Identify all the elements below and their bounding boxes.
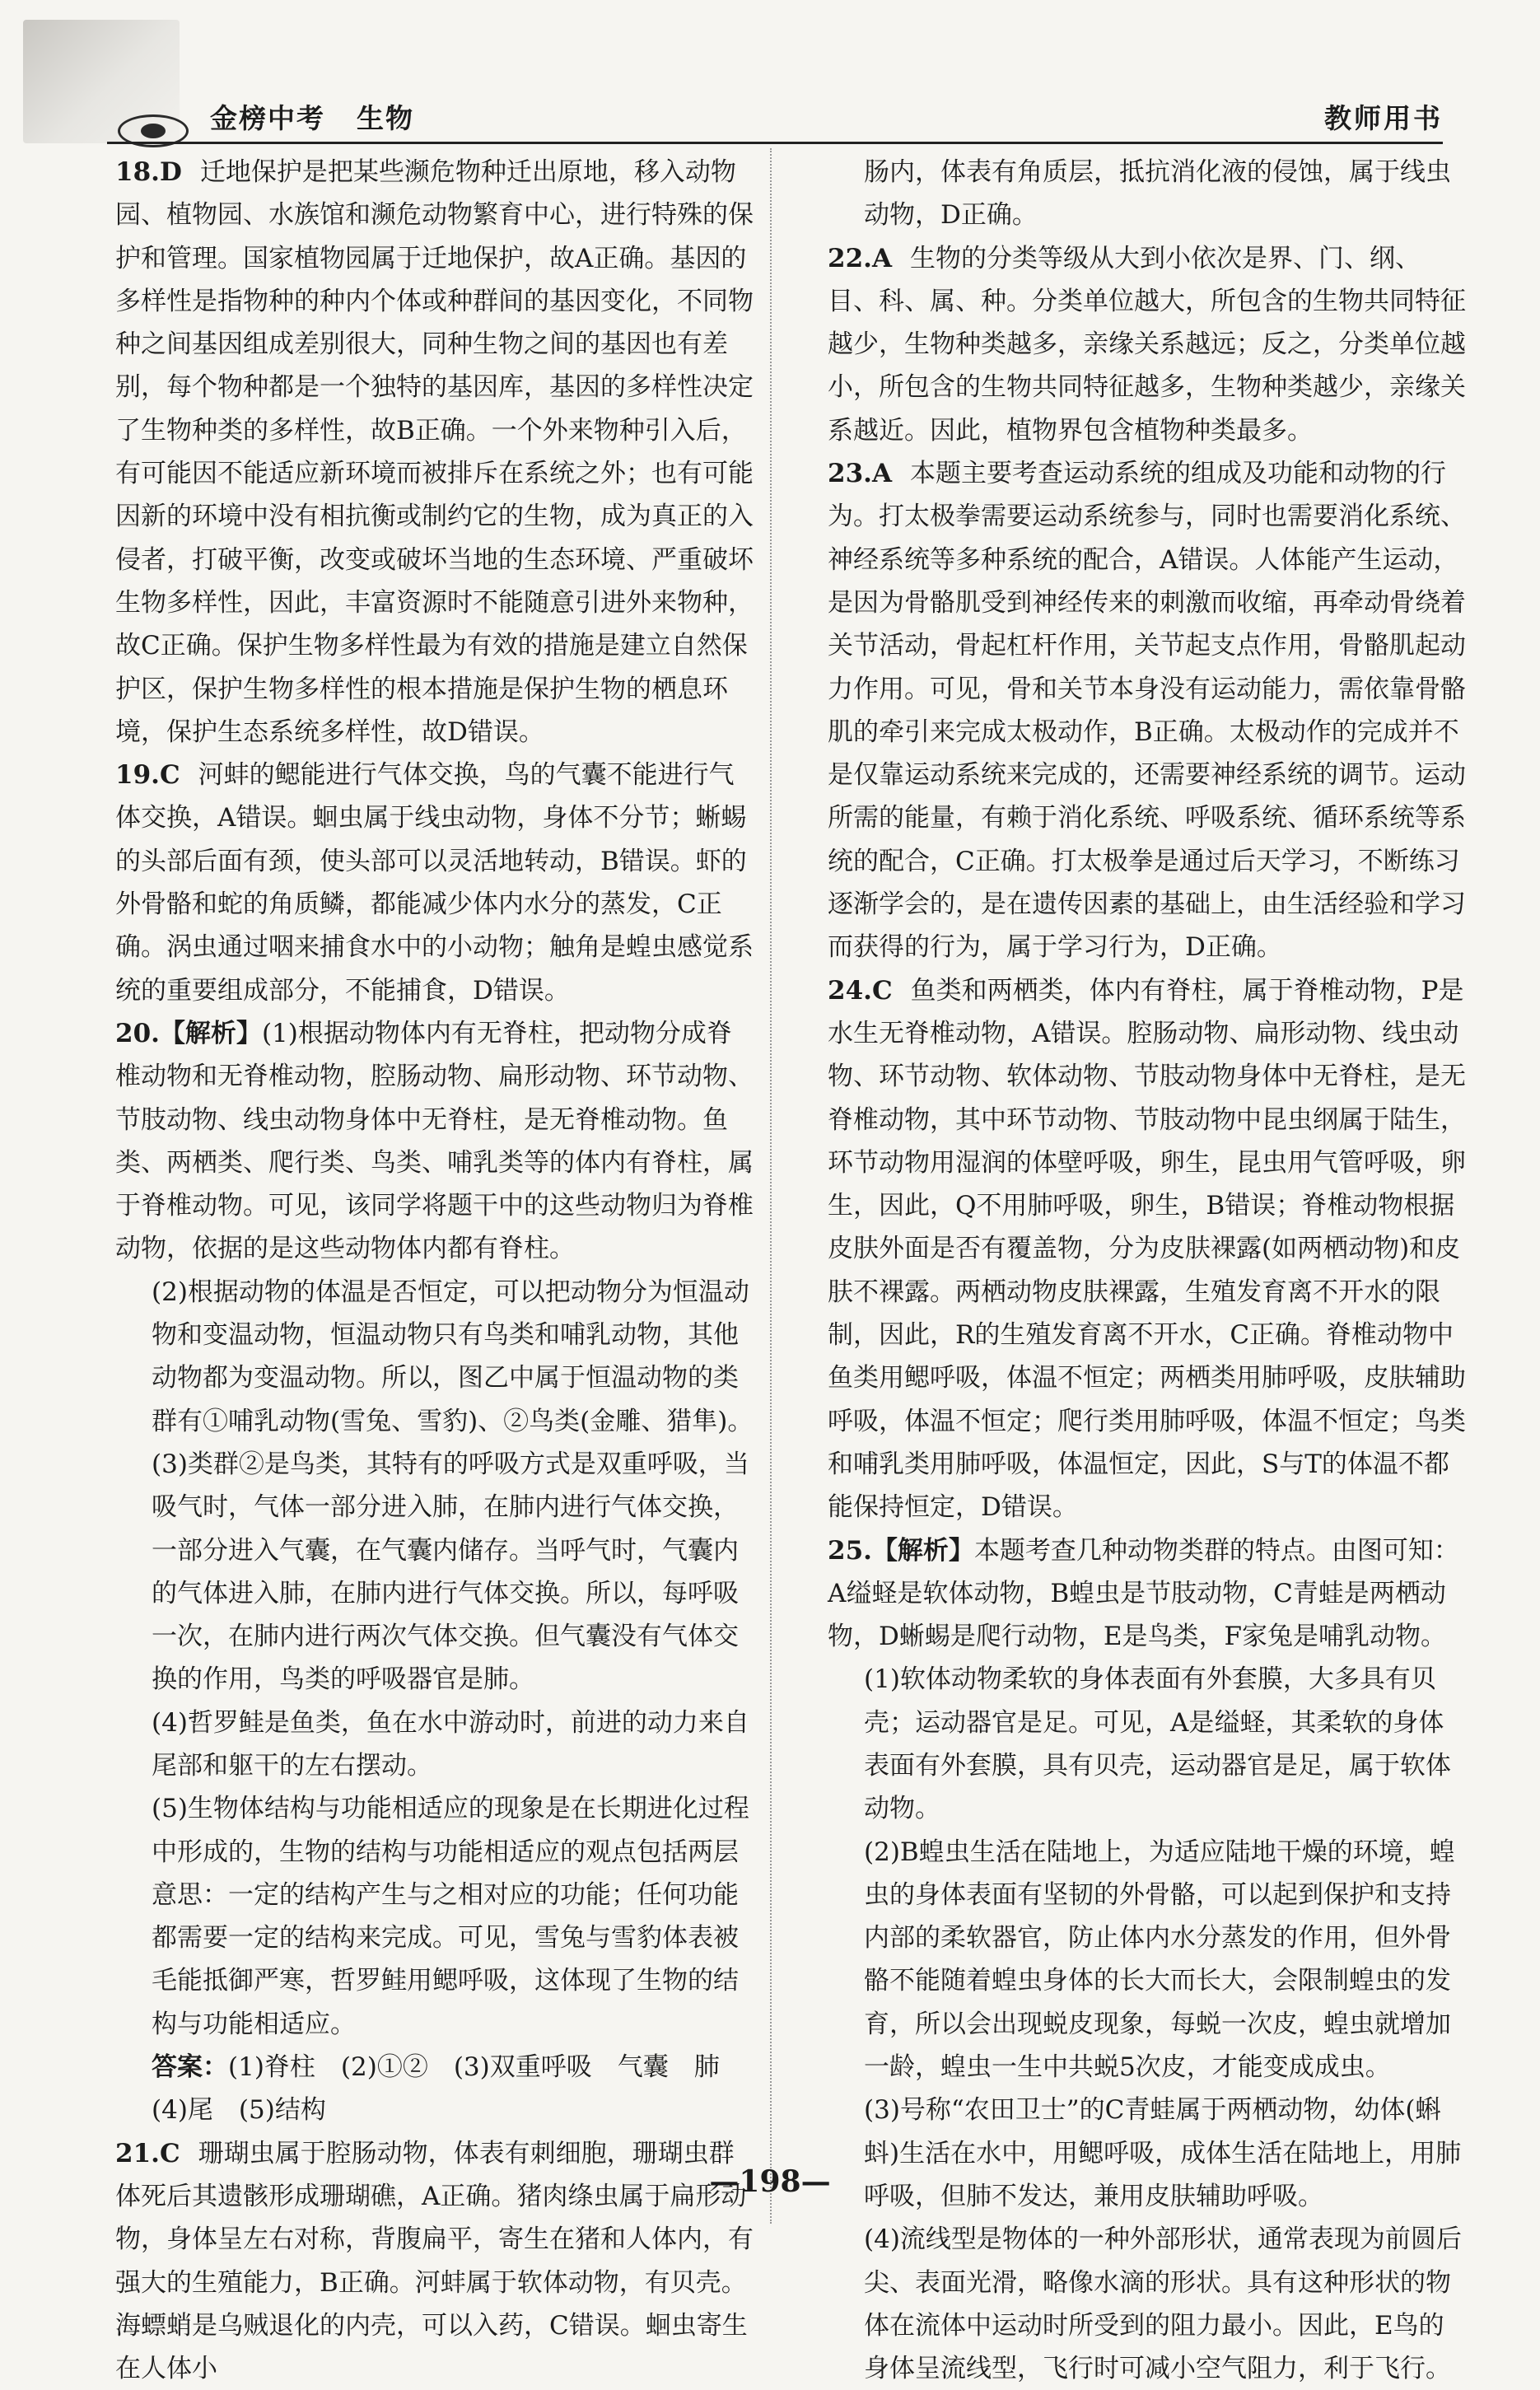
question-21-continued: 肠内，体表有角质层，抵抗消化液的侵蚀，属于线虫动物，D正确。: [828, 151, 1466, 237]
answer-line: (4)尾 (5)结构: [115, 2089, 756, 2131]
answer-line: 答案：(1)脊柱 (2)①② (3)双重呼吸 气囊 肺: [115, 2046, 756, 2089]
question-24: 24.C 鱼类和两栖类，体内有脊柱，属于脊椎动物，P是水生无脊椎动物，A错误。腔肠动物、扁形动物、线虫动物、环节动物、软体动物、节肢动物身体中无脊柱，是无脊椎动物，其中环节动物、节肢动物中昆虫纲属于陆生，环节动物用湿润的体壁呼吸，卵生，昆虫用气管呼吸，卵生，因此，Q不用肺呼吸，卵生，B错误；脊椎动物根据皮肤外面是否有覆盖物，分为皮肤裸露(如两栖动物)和皮肤不裸露。两栖动物皮肤裸露，生殖发育离不开水的限制，因此，R的生殖发育离不开水，C正确。脊椎动物中鱼类用鳃呼吸，体温不恒定；两栖类用肺呼吸，皮肤辅助呼吸，体温不恒定；爬行类用肺呼吸，体温不恒定；鸟类和哺乳类用肺呼吸，体温恒定，因此，S与T的体温不都能保持恒定，D错误。: [828, 969, 1466, 1529]
page-number: —198—: [0, 2164, 1540, 2199]
column-divider: [770, 148, 772, 2224]
publisher-logo: [23, 20, 180, 143]
question-20: 20.【解析】(1)根据动物体内有无脊柱，把动物分成脊椎动物和无脊椎动物，腔肠动物、扁形动物、环节动物、节肢动物、线虫动物身体中无脊柱，是无脊椎动物。鱼类、两栖类、爬行类、鸟类、哺乳类等的体内有脊柱，属于脊椎动物。可见，该同学将题干中的这些动物归为脊椎动物，依据的是这些动物体内都有脊柱。 (2)根据动物的体温是否恒定，可以把动物分为恒温动物和变温动物，恒温动物只有鸟类和哺乳动物，其他动物都为变温动物。所以，图乙中属于恒温动物的类群有①哺乳动物(雪兔、雪豹)、②鸟类(金雕、猎隼)。 (3)类群②是鸟类，其特有的呼吸方式是双重呼吸，当吸气时，气体一部分进入肺，在肺内进行气体交换，一部分进入气囊，在气囊内储存。当呼气时，气囊内的气体进入肺，在肺内进行气体交换。所以，每呼吸一次，在肺内进行两次气体交换。但气囊没有气体交换的作用，鸟类的呼吸器官是肺。 (4)哲罗鲑是鱼类，鱼在水中游动时，前进的动力来自尾部和躯干的左右摆动。 (5)生物体结构与功能相适应的现象是在长期进化过程中形成的，生物的结构与功能相适应的观点包括两层意思：一定的结构产生与之相对应的功能；任何功能都需要一定的结构来完成。可见，雪兔与雪豹体表被毛能抵御严寒，哲罗鲑用鳃呼吸，这体现了生物的结构与功能相适应。 答案：(1)脊柱 (2)①② (3)双重呼吸 气囊 肺 (4)尾 (5)结构: [115, 1012, 756, 2132]
paragraph: (4)流线型是物体的一种外部形状，通常表现为前圆后尖、表面光滑，略像水滴的形状。具有这种形状的物体在流体中运动时所受到的阻力最小。因此，E鸟的身体呈流线型，飞行时可减小空气阻力，利于飞行。: [828, 2218, 1466, 2390]
header-rule: [107, 142, 1443, 144]
answer-letter: C: [160, 2139, 180, 2168]
explanation: 河蚌的鳃能进行气体交换，鸟的气囊不能进行气体交换，A错误。蛔虫属于线虫动物，身体不分节；蜥蜴的头部后面有颈，使头部可以灵活地转动，B错误。虾的外骨骼和蛇的角质鳞，都能减少体内水分的蒸发，C正确。涡虫通过咽来捕食水中的小动物；触角是蝗虫感觉系统的重要组成部分，不能捕食，D错误。: [115, 760, 754, 1005]
paragraph: (2)根据动物的体温是否恒定，可以把动物分为恒温动物和变温动物，恒温动物只有鸟类和哺乳动物，其他动物都为变温动物。所以，图乙中属于恒温动物的类群有①哺乳动物(雪兔、雪豹)、②鸟类(金雕、猎隼)。: [115, 1271, 756, 1443]
answer-letter: A: [872, 459, 892, 488]
explanation: 生物的分类等级从大到小依次是界、门、纲、目、科、属、种。分类单位越大，所包含的生物共同特征越少，生物种类越多，亲缘关系越远；反之，分类单位越小，所包含的生物共同特征越多，生物种类越少，亲缘关系越近。因此，植物界包含植物种类最多。: [828, 244, 1466, 446]
answer-letter: C: [872, 976, 893, 1006]
right-column: [828, 151, 1466, 2390]
question-23: 23.A 本题主要考查运动系统的组成及功能和动物的行为。打太极拳需要运动系统参与，同时也需要消化系统、神经系统等多种系统的配合，A错误。人体能产生运动，是因为骨骼肌受到神经传来的刺激而收缩，再牵动骨绕着关节活动，骨起杠杆作用，关节起支点作用，骨骼肌起动力作用。可见，骨和关节本身没有运动能力，需依靠骨骼肌的牵引来完成太极动作，B正确。太极动作的完成并不是仅靠运动系统来完成的，还需要神经系统的调节。运动所需的能量，有赖于消化系统、呼吸系统、循环系统等系统的配合，C正确。打太极拳是通过后天学习，不断练习逐渐学会的，是在遗传因素的基础上，由生活经验和学习而获得的行为，属于学习行为，D正确。: [828, 452, 1466, 969]
analysis-tag: 【解析】: [160, 1019, 262, 1048]
question-19: 19.C 河蚌的鳃能进行气体交换，鸟的气囊不能进行气体交换，A错误。蛔虫属于线虫动物，身体不分节；蜥蜴的头部后面有颈，使头部可以灵活地转动，B错误。虾的外骨骼和蛇的角质鳞，都能减少体内水分的蒸发，C正确。涡虫通过咽来捕食水中的小动物；触角是蝗虫感觉系统的重要组成部分，不能捕食，D错误。: [115, 754, 756, 1012]
explanation: 珊瑚虫属于腔肠动物，体表有刺细胞，珊瑚虫群体死后其遗骸形成珊瑚礁，A正确。猪肉绦虫属于扁形动物，身体呈左右对称，背腹扁平，寄生在猪和人体内，有强大的生殖能力，B正确。河蚌属于软体动物，有贝壳。海螵蛸是乌贼退化的内壳，可以入药，C错误。蛔虫寄生在人体小: [115, 2139, 754, 2383]
running-header: [210, 97, 414, 136]
explanation: 迁地保护是把某些濒危物种迁出原地，移入动物园、植物园、水族馆和濒危动物繁育中心，进行特殊的保护和管理。国家植物园属于迁地保护，故A正确。基因的多样性是指物种的种内个体或种群间的基因变化，不同物种之间基因组成差别很大，同种生物之间的基因也有差别，每个物种都是一个独特的基因库，基因的多样性决定了生物种类的多样性，故B正确。一个外来物种引入后，有可能因不能适应新环境而被排斥在系统之外；也有可能因新的环境中没有相抗衡或制约它的生物，成为真正的入侵者，打破平衡，改变或破坏当地的生态环境、严重破坏生物多样性，因此，丰富资源时不能随意引进外来物种，故C正确。保护生物多样性最为有效的措施是建立自然保护区，保护生物多样性的根本措施是保护生物的栖息环境，保护生态系统多样性，故D错误。: [115, 157, 754, 747]
question-18: 18.D 迁地保护是把某些濒危物种迁出原地，移入动物园、植物园、水族馆和濒危动物繁育中心，进行特殊的保护和管理。国家植物园属于迁地保护，故A正确。基因的多样性是指物种的种内个体或种群间的基因变化，不同物种之间基因组成差别很大，同种生物之间的基因也有差别，每个物种都是一个独特的基因库，基因的多样性决定了生物种类的多样性，故B正确。一个外来物种引入后，有可能因不能适应新环境而被排斥在系统之外；也有可能因新的环境中没有相抗衡或制约它的生物，成为真正的入侵者，打破平衡，改变或破坏当地的生态环境、严重破坏生物多样性，因此，丰富资源时不能随意引进外来物种，故C正确。保护生物多样性最为有效的措施是建立自然保护区，保护生物多样性的根本措施是保护生物的栖息环境，保护生态系统多样性，故D错误。: [115, 151, 756, 754]
paragraph: (5)生物体结构与功能相适应的现象是在长期进化过程中形成的，生物的结构与功能相适应的观点包括两层意思：一定的结构产生与之相对应的功能；任何功能都需要一定的结构来完成。可见，雪兔与雪豹体表被毛能抵御严寒，哲罗鲑用鳃呼吸，这体现了生物的结构与功能相适应。: [115, 1787, 756, 2046]
answer-letter: D: [160, 157, 182, 187]
paragraph: (1)根据动物体内有无脊柱，把动物分成脊椎动物和无脊椎动物，腔肠动物、扁形动物、环节动物、节肢动物、线虫动物身体中无脊柱，是无脊椎动物。鱼类、两栖类、爬行类、鸟类、哺乳类等的体内有脊柱，属于脊椎动物。可见，该同学将题干中的这些动物归为脊椎动物，依据的是这些动物体内都有脊柱。: [115, 1019, 754, 1263]
paragraph: (1)软体动物柔软的身体表面有外套膜，大多具有贝壳；运动器官是足。可见，A是缢蛏，其柔软的身体表面有外套膜，具有贝壳，运动器官是足，属于软体动物。: [828, 1658, 1466, 1830]
paragraph: (3)类群②是鸟类，其特有的呼吸方式是双重呼吸，当吸气时，气体一部分进入肺，在肺内进行气体交换，一部分进入气囊，在气囊内储存。当呼气时，气囊内的气体进入肺，在肺内进行气体交换。所以，每呼吸一次，在肺内进行两次气体交换。但气囊没有气体交换的作用，鸟类的呼吸器官是肺。: [115, 1443, 756, 1701]
paragraph: (3)号称“农田卫士”的C青蛙属于两栖动物，幼体(蝌蚪)生活在水中，用鳃呼吸，成体生活在陆地上，用肺呼吸，但肺不发达，兼用皮肤辅助呼吸。: [828, 2089, 1466, 2218]
paragraph: 本题考查几种动物类群的特点。由图可知：A缢蛏是软体动物，B蝗虫是节肢动物，C青蛙是两栖动物，D蜥蜴是爬行动物，E是鸟类，F家兔是哺乳动物。: [828, 1536, 1459, 1652]
left-column: [115, 151, 756, 2390]
answer-label: 答案：: [152, 2052, 228, 2082]
edition-label: 教师用书: [1324, 97, 1443, 136]
series-title: 金榜中考: [210, 102, 325, 134]
explanation: 鱼类和两栖类，体内有脊柱，属于脊椎动物，P是水生无脊椎动物，A错误。腔肠动物、扁形动物、线虫动物、环节动物、软体动物、节肢动物身体中无脊柱，是无脊椎动物，其中环节动物、节肢动物中昆虫纲属于陆生，环节动物用湿润的体壁呼吸，卵生，昆虫用气管呼吸，卵生，因此，Q不用肺呼吸，卵生，B错误；脊椎动物根据皮肤外面是否有覆盖物，分为皮肤裸露(如两栖动物)和皮肤不裸露。两栖动物皮肤裸露，生殖发育离不开水的限制，因此，R的生殖发育离不开水，C正确。脊椎动物中鱼类用鳃呼吸，体温不恒定；两栖类用肺呼吸，皮肤辅助呼吸，体温不恒定；爬行类用肺呼吸，体温不恒定；鸟类和哺乳类用肺呼吸，体温恒定，因此，S与T的体温不都能保持恒定，D错误。: [828, 976, 1466, 1523]
answer-letter: C: [160, 760, 180, 790]
answer-letter: A: [872, 244, 892, 273]
subject-title: 生物: [357, 102, 414, 134]
question-25: 25.【解析】本题考查几种动物类群的特点。由图可知：A缢蛏是软体动物，B蝗虫是节肢动物，C青蛙是两栖动物，D蜥蜴是爬行动物，E是鸟类，F家兔是哺乳动物。 (1)软体动物柔软的身体表面有外套膜，大多具有贝壳；运动器官是足。可见，A是缢蛏，其柔软的身体表面有外套膜，具有贝壳，运动器官是足，属于软体动物。 (2)B蝗虫生活在陆地上，为适应陆地干燥的环境，蝗虫的身体表面有坚韧的外骨骼，可以起到保护和支持内部的柔软器官，防止体内水分蒸发的作用，但外骨骼不能随着蝗虫身体的长大而长大，会限制蝗虫的发育，所以会出现蜕皮现象，每蜕一次皮，蝗虫就增加一龄，蝗虫一生中共蜕5次皮，才能变成成虫。 (3)号称“农田卫士”的C青蛙属于两栖动物，幼体(蝌蚪)生活在水中，用鳃呼吸，成体生活在陆地上，用肺呼吸，但肺不发达，兼用皮肤辅助呼吸。 (4)流线型是物体的一种外部形状，通常表现为前圆后尖、表面光滑，略像水滴的形状。具有这种形状的物体在流体中运动时所受到的阻力最小。因此，E鸟的身体呈流线型，飞行时可减小空气阻力，利于飞行。: [828, 1529, 1466, 2390]
paragraph: (2)B蝗虫生活在陆地上，为适应陆地干燥的环境，蝗虫的身体表面有坚韧的外骨骼，可以起到保护和支持内部的柔软器官，防止体内水分蒸发的作用，但外骨骼不能随着蝗虫身体的长大而长大，会限制蝗虫的发育，所以会出现蜕皮现象，每蜕一次皮，蝗虫就增加一龄，蝗虫一生中共蜕5次皮，才能变成成虫。: [828, 1831, 1466, 2089]
question-22: 22.A 生物的分类等级从大到小依次是界、门、纲、目、科、属、种。分类单位越大，所包含的生物共同特征越少，生物种类越多，亲缘关系越远；反之，分类单位越小，所包含的生物共同特征越多，生物种类越少，亲缘关系越近。因此，植物界包含植物种类最多。: [828, 237, 1466, 452]
paragraph: (4)哲罗鲑是鱼类，鱼在水中游动时，前进的动力来自尾部和躯干的左右摆动。: [115, 1701, 756, 1788]
question-21: 21.C 珊瑚虫属于腔肠动物，体表有刺细胞，珊瑚虫群体死后其遗骸形成珊瑚礁，A正确。猪肉绦虫属于扁形动物，身体呈左右对称，背腹扁平，寄生在猪和人体内，有强大的生殖能力，B正确。河蚌属于软体动物，有贝壳。海螵蛸是乌贼退化的内壳，可以入药，C错误。蛔虫寄生在人体小: [115, 2132, 756, 2390]
analysis-tag: 【解析】: [872, 1536, 974, 1566]
explanation: 本题主要考查运动系统的组成及功能和动物的行为。打太极拳需要运动系统参与，同时也需要消化系统、神经系统等多种系统的配合，A错误。人体能产生运动，是因为骨骼肌受到神经传来的刺激而收缩，再牵动骨绕着关节活动，骨起杠杆作用，关节起支点作用，骨骼肌起动力作用。可见，骨和关节本身没有运动能力，需依靠骨骼肌的牵引来完成太极动作，B正确。太极动作的完成并不是仅靠运动系统来完成的，还需要神经系统的调节。运动所需的能量，有赖于消化系统、呼吸系统、循环系统等系统的配合，C正确。打太极拳是通过后天学习，不断练习逐渐学会的，是在遗传因素的基础上，由生活经验和学习而获得的行为，属于学习行为，D正确。: [828, 459, 1466, 962]
